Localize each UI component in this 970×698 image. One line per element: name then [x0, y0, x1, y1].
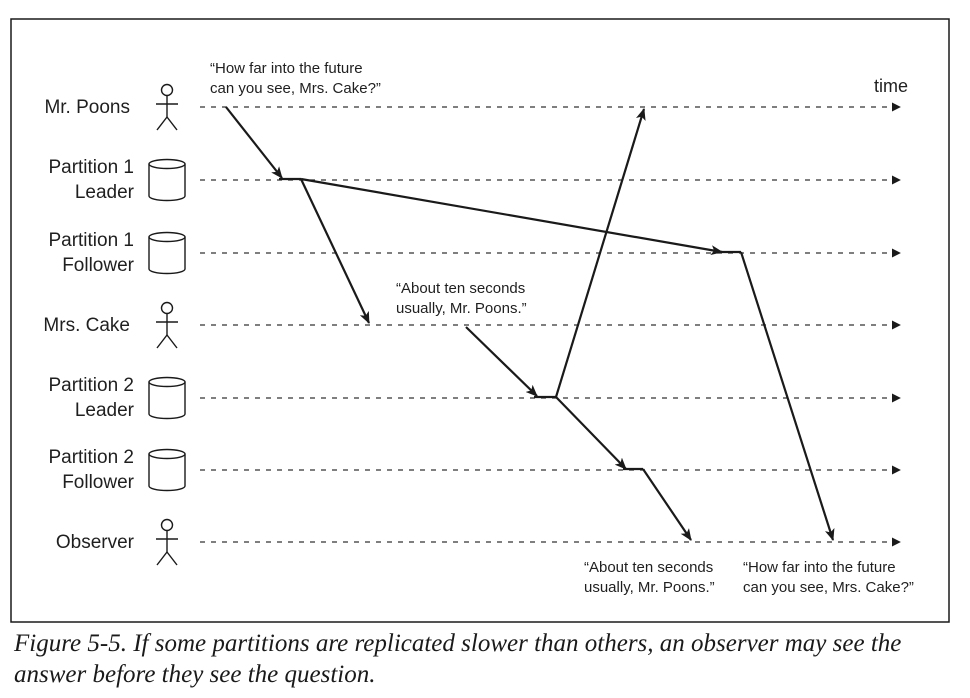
quote-question-observer-line2: can you see, Mrs. Cake?”	[743, 579, 914, 596]
label-p2-leader-line1: Partition 2	[48, 375, 134, 396]
label-p2-follower-line2: Follower	[62, 472, 134, 493]
quote-question-top-line1: “How far into the future	[210, 60, 363, 77]
label-mr-poons: Mr. Poons	[44, 97, 130, 118]
arrow-replicate-p2-follower	[556, 397, 626, 469]
person-icon	[156, 85, 178, 131]
database-icon	[149, 378, 185, 419]
person-icon	[156, 303, 178, 349]
quote-answer-observer-line1: “About ten seconds	[584, 559, 714, 576]
quote-question-observer-line1: “How far into the future	[743, 559, 896, 576]
label-p1-follower-line2: Follower	[62, 255, 134, 276]
label-p1-leader-line2: Leader	[74, 182, 134, 203]
arrow-question-to-mrs-cake	[301, 179, 369, 323]
message-arrows	[226, 107, 833, 540]
quote-question-top-line2: can you see, Mrs. Cake?”	[210, 80, 381, 97]
label-p1-follower-line1: Partition 1	[48, 230, 134, 251]
time-axis-label: time	[873, 76, 908, 96]
arrow-question-to-observer	[741, 252, 833, 540]
database-icon	[149, 450, 185, 491]
quote-answer-observer-line2: usually, Mr. Poons.”	[584, 579, 715, 596]
arrow-answer-to-observer	[643, 469, 691, 540]
arrow-replicate-p1-follower	[301, 179, 722, 252]
quote-answer-mid-line2: usually, Mr. Poons.”	[396, 300, 527, 317]
label-p2-follower-line1: Partition 2	[48, 447, 134, 468]
label-observer: Observer	[55, 532, 134, 553]
diagram-frame	[11, 19, 949, 622]
label-mrs-cake: Mrs. Cake	[43, 315, 130, 336]
quote-answer-mid-line1: “About ten seconds	[396, 280, 526, 297]
arrow-question-to-p1-leader	[226, 107, 282, 178]
arrow-answer-to-p2-leader	[466, 327, 537, 396]
timelines	[200, 107, 900, 542]
database-icon	[149, 160, 185, 201]
database-icon	[149, 233, 185, 274]
person-icon	[156, 520, 178, 566]
figure-caption: Figure 5-5. If some partitions are replicated slower than others, an observer may see the answer before they see the question.	[14, 630, 902, 688]
label-p1-leader-line1: Partition 1	[48, 157, 134, 178]
label-p2-leader-line2: Leader	[74, 400, 134, 421]
